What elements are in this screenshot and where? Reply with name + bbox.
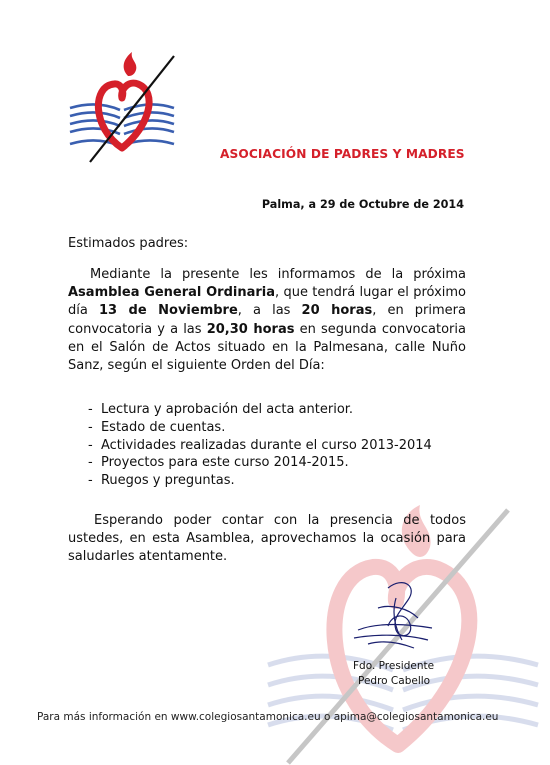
agenda-item: - Lectura y aprobación del acta anterior. xyxy=(88,401,432,419)
signature-name: Pedro Cabello xyxy=(358,675,431,687)
meeting-type: Asamblea General Ordinaria xyxy=(68,285,276,301)
agenda-item: - Proyectos para este curso 2014-2015. xyxy=(88,454,432,472)
para1-text-3: , a las xyxy=(237,303,302,319)
footer-contact: Para más información en www.colegiosantamonica.eu o apima@colegiosantamonica.eu xyxy=(37,711,499,723)
signature-title: Fdo. Presidente xyxy=(353,660,435,672)
letter-date: Palma, a 29 de Octubre de 2014 xyxy=(261,198,464,211)
signature-scribble xyxy=(348,578,436,656)
letter-paragraph-closing: Esperando poder contar con la presencia de todos ustedes, en esta Asamblea, aprovechamos la ocasión para saludarles atentamente. xyxy=(68,513,466,565)
agenda-item: - Actividades realizadas durante el curso 2013-2014 xyxy=(88,437,432,455)
letter-greeting: Estimados padres: xyxy=(68,236,189,251)
para1-text-5: en segunda convocatoria en el Salón de Actos situado en la Palmesana, calle Nuño Sanz, según el siguiente Orden del Día: xyxy=(68,321,466,374)
association-logo xyxy=(62,48,182,168)
first-call-time: 20 horas xyxy=(301,303,373,319)
para1-text-2: , que tendrá lugar el próximo día xyxy=(68,285,466,319)
organization-name: ASOCIACIÓN DE PADRES Y MADRES xyxy=(220,147,465,161)
meeting-date: 13 de Noviembre xyxy=(98,303,238,319)
para1-text-1: Mediante la presente les informamos de la próxima xyxy=(90,267,466,282)
para1-text-4: , en primera convocatoria y a las xyxy=(68,303,466,337)
second-call-time: 20,30 horas xyxy=(206,321,295,337)
agenda-item: - Ruegos y preguntas. xyxy=(88,472,432,490)
letter-paragraph-announcement xyxy=(68,266,466,375)
agenda-item: - Estado de cuentas. xyxy=(88,419,432,437)
agenda-list xyxy=(88,401,432,490)
